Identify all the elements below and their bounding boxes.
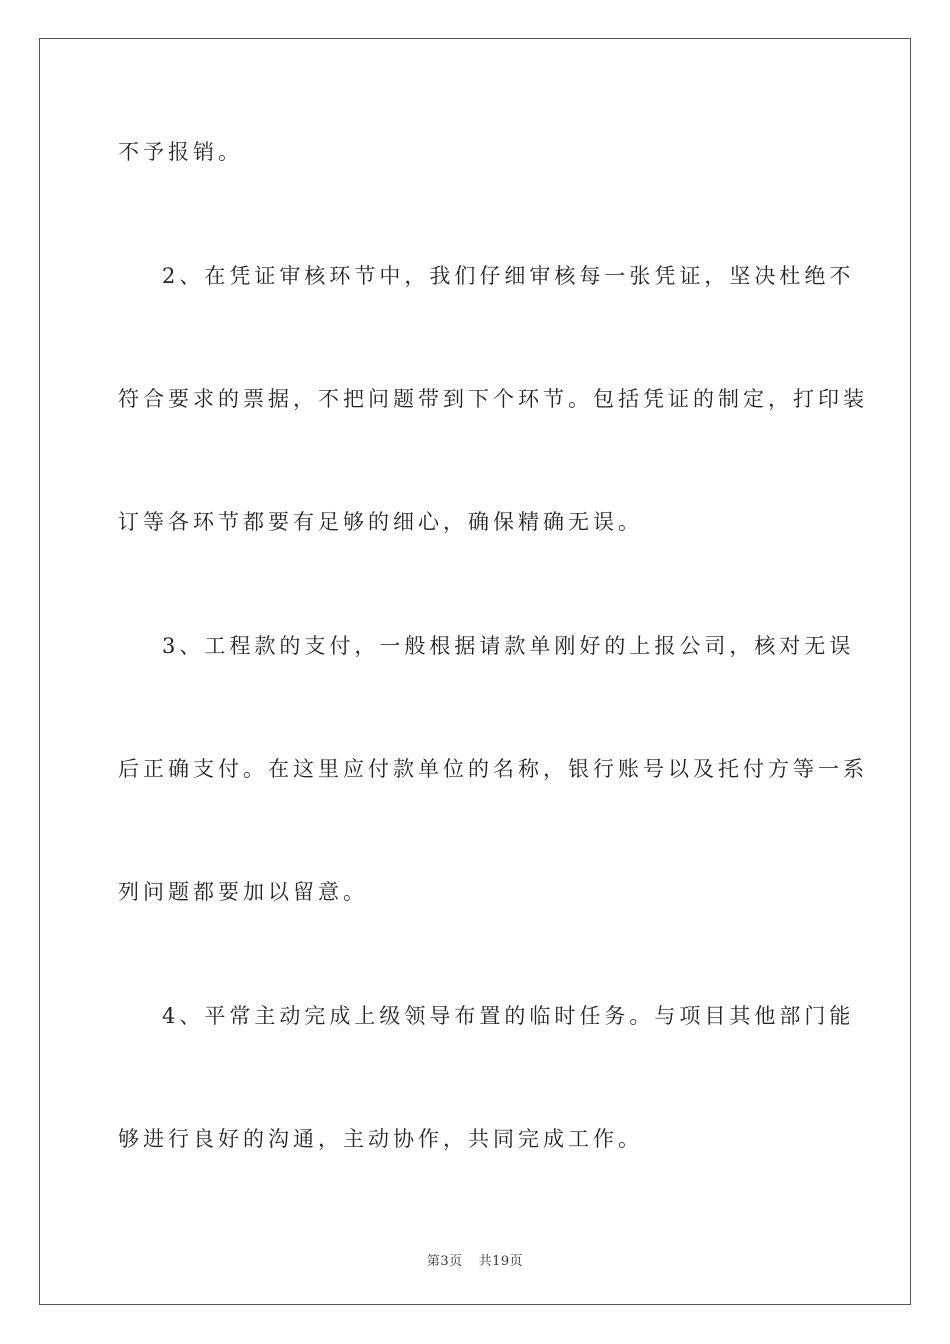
page-border [39, 38, 911, 1305]
text-line: 后正确支付。在这里应付款单位的名称，银行账号以及托付方等一系 [118, 757, 868, 781]
text-line: 符合要求的票据，不把问题带到下个环节。包括凭证的制定，打印装 [118, 387, 868, 411]
page-number-current: 第3页 [426, 1254, 463, 1269]
page-footer [0, 1250, 950, 1269]
page-number-total: 共19页 [478, 1254, 524, 1269]
text-line: 不予报销。 [118, 140, 243, 164]
paragraph-2-first-line: 2、在凭证审核环节中，我们仔细审核每一张凭证，坚决杜绝不 [162, 264, 855, 288]
text-line: 订等各环节都要有足够的细心，确保精确无误。 [118, 510, 643, 534]
paragraph-4-first-line: 4、平常主动完成上级领导布置的临时任务。与项目其他部门能 [162, 1004, 855, 1028]
paragraph-3-first-line: 3、工程款的支付，一般根据请款单刚好的上报公司，核对无误 [162, 634, 855, 658]
text-line: 列问题都要加以留意。 [118, 880, 368, 904]
text-line: 够进行良好的沟通，主动协作，共同完成工作。 [118, 1127, 643, 1151]
